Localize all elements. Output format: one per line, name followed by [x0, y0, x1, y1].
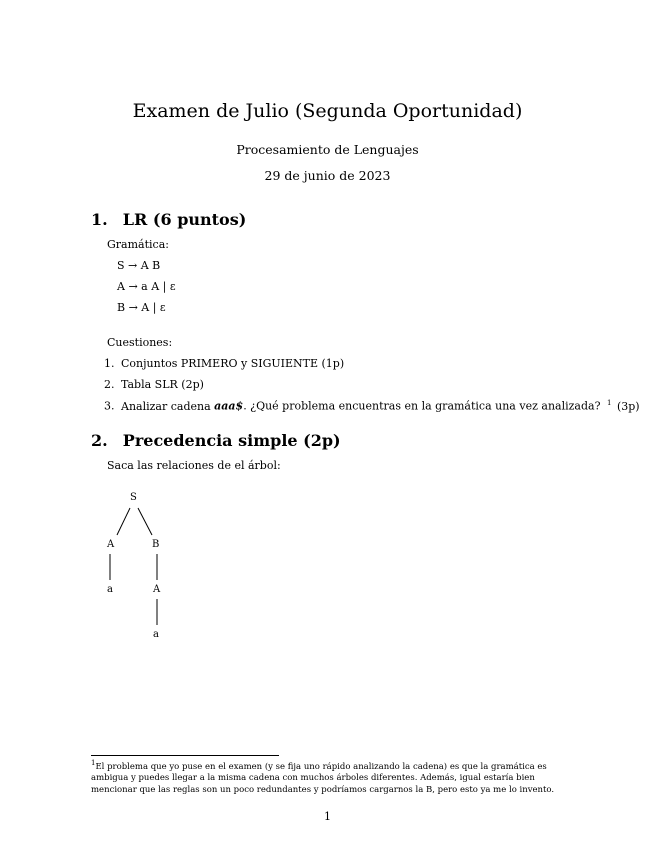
footnote-text: El problema que yo puse en el examen (y se fija uno rápido analizando la cadena) es que la gramática es ambigua y puedes llegar a la misma cadena con muchos árboles diferentes. Además, igual estaría bien mencionar que las reglas son un poco redundantes y podríamos cargarnos la B, pero esto ya me lo invento. [91, 761, 555, 795]
list-item-text-cont: . ¿Qué problema encuentras en la gramática una vez analizada? [243, 399, 601, 413]
footnote-rule [91, 755, 279, 756]
footnote [91, 758, 571, 796]
list-item-text: Analizar cadena [121, 399, 215, 413]
page-number: 1 [324, 810, 331, 823]
input-chain: aaa$ [214, 399, 244, 413]
tree-node: A [153, 584, 161, 595]
footnote-ref[interactable]: 1 [606, 399, 612, 407]
tree-node: B [152, 539, 160, 550]
subtitle: Procesamiento de Lenguajes [236, 142, 419, 157]
tree-leaf: a [153, 629, 159, 640]
date: 29 de junio de 2023 [264, 168, 391, 183]
section-title: Precedencia simple (2p) [122, 431, 341, 450]
questions-label: Cuestiones: [107, 336, 173, 349]
tree-leaf: a [107, 584, 113, 595]
list-item-number: 2. [104, 378, 115, 391]
points: (3p) [616, 399, 640, 413]
list-item-text: Conjuntos PRIMERO y SIGUIENTE (1p) [121, 357, 345, 370]
page-title: Examen de Julio (Segunda Oportunidad) [132, 100, 523, 122]
list-item-number: 1. [104, 357, 115, 370]
section-number: 1. [91, 210, 108, 229]
list-item-number: 3. [104, 399, 115, 413]
section-number: 2. [91, 431, 108, 450]
footnote-mark: 1 [91, 759, 96, 767]
section-intro: Saca las relaciones de el árbol: [107, 459, 281, 472]
tree-edge [117, 508, 130, 535]
grammar-label: Gramática: [107, 238, 169, 251]
tree-edge [138, 508, 152, 535]
grammar-rule: B → A | ε [117, 301, 166, 314]
grammar-rule: S → A B [117, 259, 161, 272]
section-title: LR (6 puntos) [122, 210, 247, 229]
list-item-text: Tabla SLR (2p) [121, 378, 204, 391]
grammar-rule: A → a A | ε [117, 280, 176, 293]
tree-node: A [107, 539, 115, 550]
tree-node-root: S [130, 492, 137, 503]
